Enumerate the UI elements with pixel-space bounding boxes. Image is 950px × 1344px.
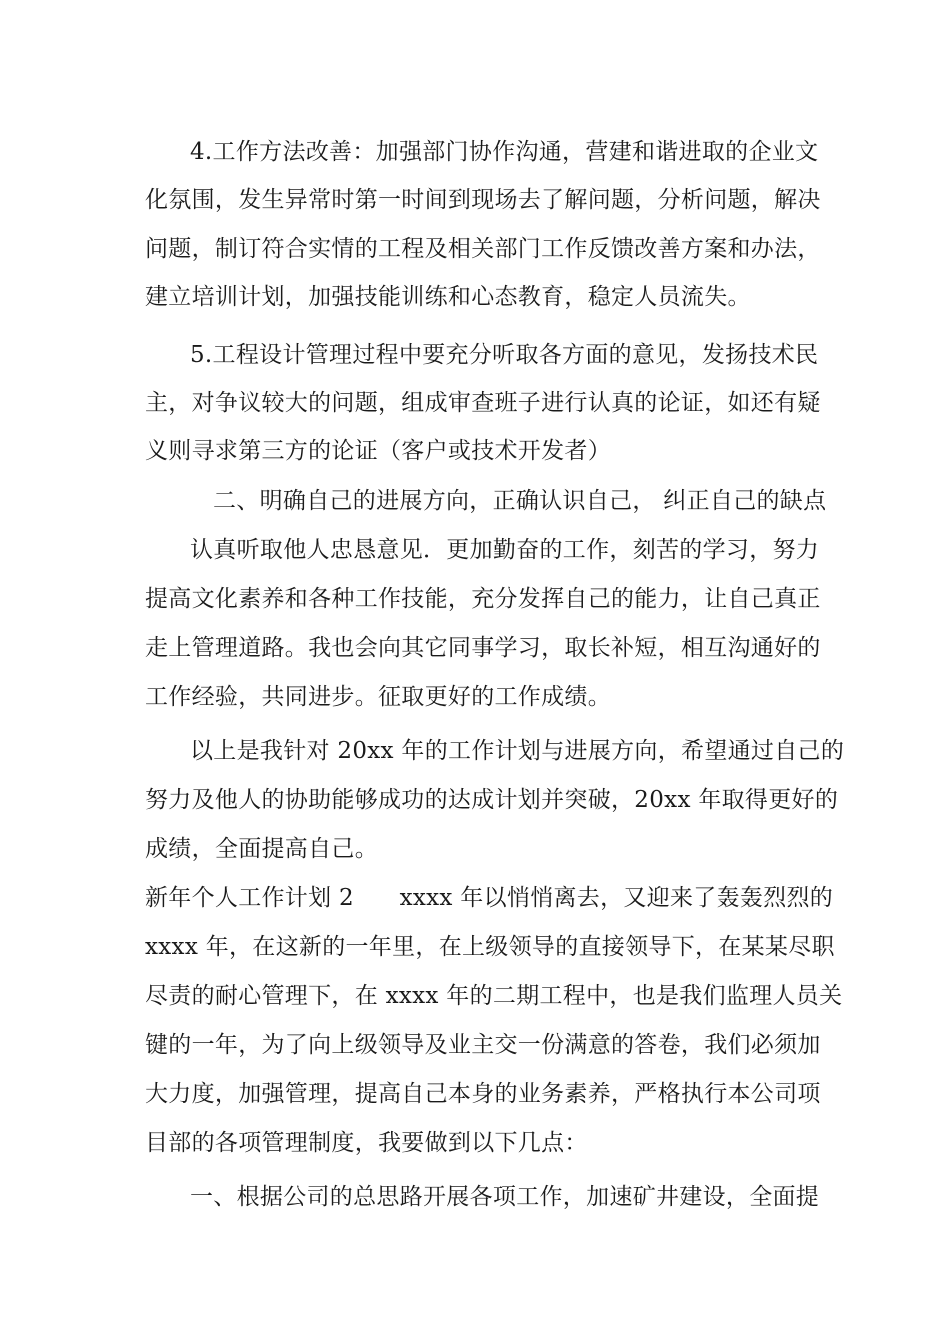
text-line: 建立培训计划，加强技能训练和心态教育，稳定人员流失。 <box>145 284 751 310</box>
text-line: xxxx 年，在这新的一年里，在上级领导的直接领导下，在某某尽职 <box>145 934 835 960</box>
text-line: 5.工程设计管理过程中要充分听取各方面的意见，发扬技术民 <box>190 342 819 368</box>
text-line: 目部的各项管理制度，我要做到以下几点： <box>145 1130 588 1156</box>
text-line: 主，对争议较大的问题，组成审查班子进行认真的论证，如还有疑 <box>145 390 821 416</box>
section-heading: 二、明确自己的进展方向，正确认识自己， 纠正自己的缺点 <box>213 488 827 514</box>
text-line: 以上是我针对 20xx 年的工作计划与进展方向，希望通过自己的 <box>190 738 845 764</box>
section-heading: 一、根据公司的总思路开展各项工作，加速矿井建设，全面提 <box>190 1184 820 1210</box>
text-line: 成绩，全面提高自己。 <box>145 836 378 862</box>
text-line: 新年个人工作计划 2 xxxx 年以悄悄离去，又迎来了轰轰烈烈的 <box>145 885 834 911</box>
text-line: 认真听取他人忠恳意见．更加勤奋的工作，刻苦的学习，努力 <box>190 537 820 563</box>
text-line: 提高文化素养和各种工作技能，充分发挥自己的能力，让自己真正 <box>145 586 821 612</box>
text-line: 键的一年，为了向上级领导及业主交一份满意的答卷，我们必须加 <box>145 1032 821 1058</box>
text-line: 问题，制订符合实情的工程及相关部门工作反馈改善方案和办法， <box>145 236 821 262</box>
text-line: 努力及他人的协助能够成功的达成计划并突破，20xx 年取得更好的 <box>145 787 839 813</box>
text-line: 走上管理道路。我也会向其它同事学习，取长补短，相互沟通好的 <box>145 635 821 661</box>
text-line: 义则寻求第三方的论证（客户或技术开发者） <box>145 438 611 464</box>
text-line: 4.工作方法改善：加强部门协作沟通，营建和谐进取的企业文 <box>190 139 819 165</box>
text-line: 尽责的耐心管理下，在 xxxx 年的二期工程中，也是我们监理人员关 <box>145 983 843 1009</box>
text-line: 工作经验，共同进步。征取更好的工作成绩。 <box>145 684 611 710</box>
text-line: 化氛围，发生异常时第一时间到现场去了解问题，分析问题，解决 <box>145 187 821 213</box>
text-line: 大力度，加强管理，提高自己本身的业务素养，严格执行本公司项 <box>145 1081 821 1107</box>
